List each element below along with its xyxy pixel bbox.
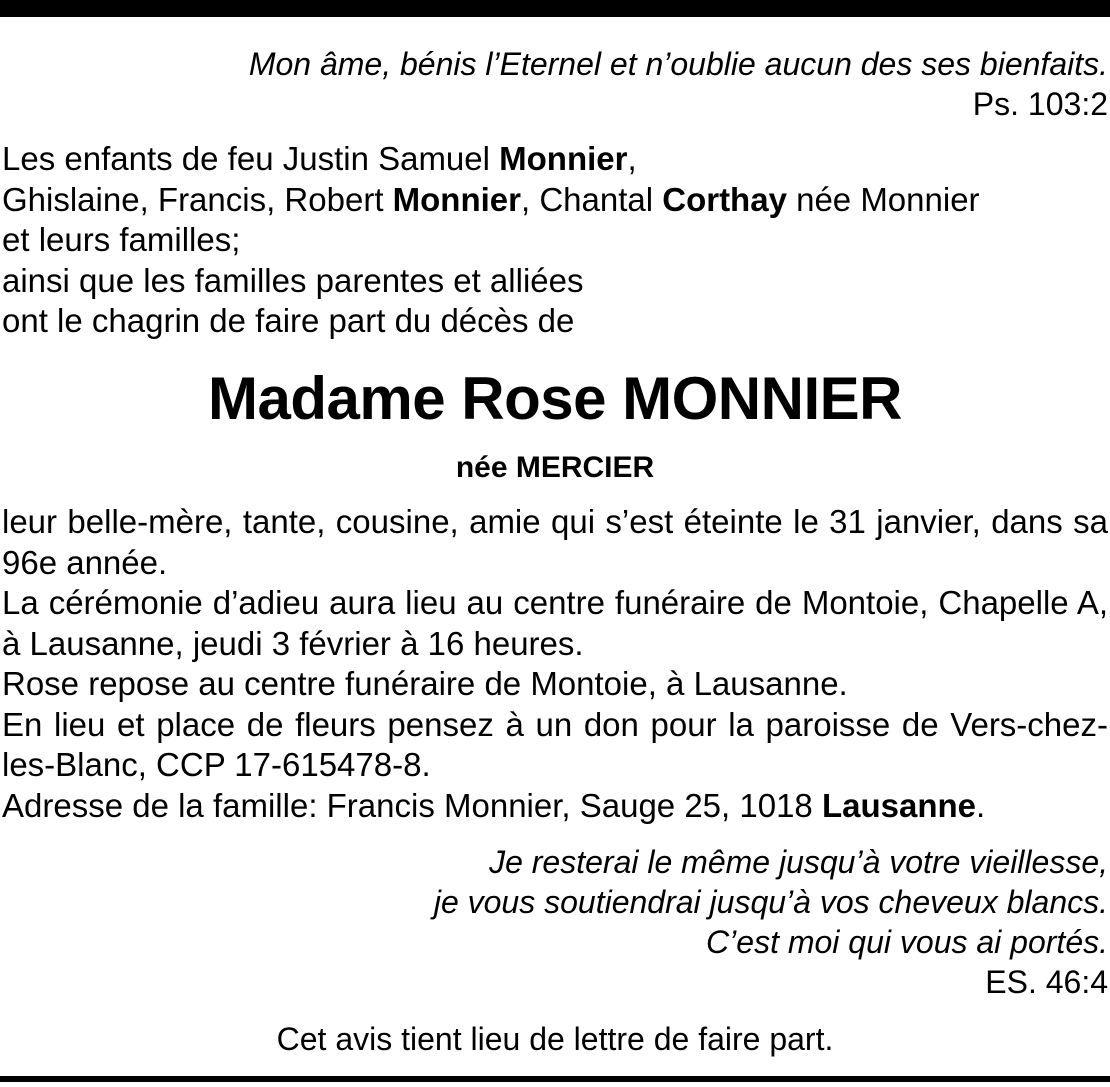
ceremony-text: La cérémonie d’adieu aura lieu au centre funéraire de Montoie, Chapelle A, à Lausanne, jeudi 3 février à 16 heures. <box>2 584 1108 662</box>
epigraph-reference: Ps. 103:2 <box>972 86 1108 122</box>
repose-text: Rose repose au centre funéraire de Montoie, à Lausanne. <box>2 665 848 702</box>
family-line-families: et leurs familles; <box>2 221 241 258</box>
family-line-text: née Monnier <box>786 180 980 218</box>
closing-verse-line: je vous soutiendrai jusqu’à vos cheveux blancs. <box>433 884 1108 920</box>
closing-verse-line: C’est moi qui vous ai portés. <box>706 924 1108 960</box>
deceased-name: Madame Rose MONNIER <box>208 365 902 432</box>
family-line-relatives: ainsi que les familles parentes et alliées <box>2 261 584 299</box>
address-text: . <box>976 786 986 824</box>
top-border-rule <box>0 0 1110 17</box>
notice-details <box>2 502 1108 826</box>
family-announcement <box>2 139 1107 342</box>
footer-note: Cet avis tient lieu de lettre de faire part. <box>276 1021 834 1057</box>
family-address <box>2 786 1108 827</box>
donation-text: En lieu et place de fleurs pensez à un don pour la paroisse de Vers-chez-les-Blanc, CCP 17-615478-8. <box>2 705 1108 783</box>
closing-verse-line: Je resterai le même jusqu’à votre vieillesse, <box>489 844 1108 880</box>
family-surname: Monnier <box>392 180 521 218</box>
family-line-names <box>2 180 1107 221</box>
family-line-announcement: ont le chagrin de faire part du décès de <box>2 302 575 339</box>
family-line-text: Ghislaine, Francis, Robert <box>2 180 393 218</box>
family-surname: Corthay <box>662 180 787 218</box>
epigraph-verse: Mon âme, bénis l’Eternel et n’oublie aucun des ses bienfaits. <box>248 46 1108 82</box>
bottom-border-rule <box>0 1076 1110 1082</box>
family-line-text: Les enfants de feu Justin Samuel <box>2 140 500 177</box>
address-text: Adresse de la famille: Francis Monnier, Sauge 25, 1018 <box>2 786 822 824</box>
family-line-children <box>2 139 1107 180</box>
deceased-birth-name: née MERCIER <box>455 451 655 484</box>
family-line-text: , <box>627 140 637 177</box>
family-line-text: , Chantal <box>520 180 663 218</box>
opening-epigraph <box>249 44 1108 124</box>
address-city: Lausanne <box>821 786 977 824</box>
closing-verse <box>434 842 1108 1002</box>
closing-verse-reference: ES. 46:4 <box>985 964 1108 1000</box>
death-notice-text: leur belle-mère, tante, cousine, amie qui s’est éteinte le 31 janvier, dans sa 96e année. <box>2 503 1108 581</box>
family-surname: Monnier <box>499 140 628 177</box>
